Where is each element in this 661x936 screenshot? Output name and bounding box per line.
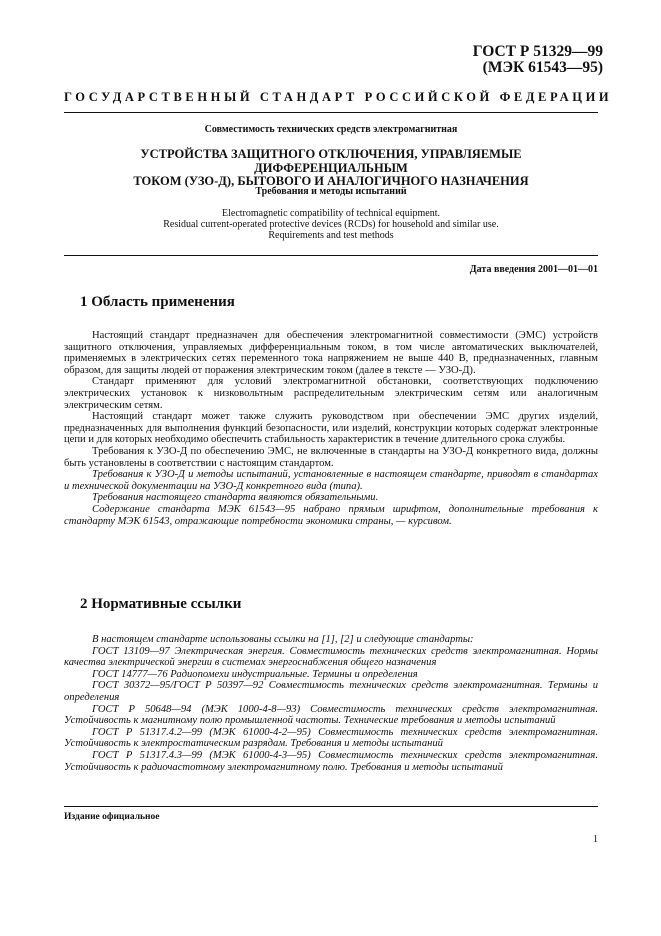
paragraph: Стандарт применяют для условий электромагнитной обстановки, соответствующих подключению электрических установок к низковольтным распределительным электрическим сетям или аналогичным электрическим сетям. bbox=[64, 376, 598, 411]
section-1-body bbox=[64, 330, 598, 527]
document-title bbox=[64, 148, 598, 189]
reference-item: ГОСТ 30372—95/ГОСТ Р 50397—92 Совместимость технических средств электромагнитная. Термины и определения bbox=[64, 680, 598, 703]
subject-line: Совместимость технических средств электромагнитная bbox=[204, 124, 458, 135]
title-divider bbox=[64, 255, 598, 256]
title-line-2: ТОКОМ (УЗО-Д), БЫТОВОГО И АНАЛОГИЧНОГО НАЗНАЧЕНИЯ bbox=[133, 174, 529, 188]
reference-item: ГОСТ 14777—76 Радиопомехи индустриальные. Термины и определения bbox=[92, 668, 418, 680]
italic-paragraph: Содержание стандарта МЭК 61543—95 набрано прямым шрифтом, дополнительные требования к стандарту МЭК 61543, отражающие потребности экономики страны, — курсивом. bbox=[64, 503, 598, 527]
english-title-line-2: Residual current-operated protective devices (RCDs) for household and similar use. bbox=[163, 219, 499, 231]
official-edition-label: Издание официальное bbox=[64, 812, 160, 822]
title-line-1: УСТРОЙСТВА ЗАЩИТНОГО ОТКЛЮЧЕНИЯ, УПРАВЛЯЕМЫЕ ДИФФЕРЕНЦИАЛЬНЫМ bbox=[140, 147, 522, 175]
english-title-line-3: Requirements and test methods bbox=[268, 230, 394, 242]
reference-intro: В настоящем стандарте использованы ссылки на [1], [2] и следующие стандарты: bbox=[92, 634, 474, 645]
footer-divider bbox=[64, 806, 598, 807]
reference-item: ГОСТ Р 51317.4.3—99 (МЭК 61000-4-3—95) Совместимость технических средств электромагнитная. Устойчивость к радиочастотному электромагнитному полю. Требования и методы испытаний bbox=[64, 749, 598, 773]
section-2-body bbox=[64, 634, 598, 773]
effective-date: Дата введения 2001—01—01 bbox=[469, 264, 598, 275]
italic-paragraph: Требования настоящего стандарта являются обязательными. bbox=[92, 492, 379, 504]
paragraph: Требования к УЗО-Д по обеспечению ЭМС, не включенные в стандарты на УЗО-Д конкретного вида, должны быть установлены в соответствии с настоящим стандартом. bbox=[64, 445, 598, 469]
header-divider bbox=[64, 112, 598, 113]
page-number: 1 bbox=[593, 834, 598, 845]
italic-paragraph: Требования к УЗО-Д и методы испытаний, установленные в настоящем стандарте, приводят в стандартах и технической документации на УЗО-Д конкретного вида (типа). bbox=[64, 469, 598, 492]
section-1-heading: 1 Область применения bbox=[80, 294, 235, 310]
reference-item: ГОСТ Р 50648—94 (МЭК 1000-4-8—93) Совместимость технических средств электромагнитная. Устойчивость к магнитному полю промышленной частоты. Технические требования и методы испытаний bbox=[64, 703, 598, 727]
reference-item: ГОСТ Р 51317.4.2—99 (МЭК 61000-4-2—95) Совместимость технических средств электромагнитная. Устойчивость к электростатическим разрядам. Требования и методы испытаний bbox=[64, 726, 598, 750]
standard-code-gost: ГОСТ Р 51329—99 bbox=[472, 43, 603, 60]
standard-code bbox=[473, 44, 603, 76]
requirements-subtitle: Требования и методы испытаний bbox=[255, 186, 407, 197]
section-2-heading: 2 Нормативные ссылки bbox=[80, 596, 242, 612]
english-title bbox=[64, 208, 598, 242]
paragraph: Настоящий стандарт может также служить руководством при обеспечении ЭМС других изделий, предназначенных для выполнения функций безопасности, или изделий, конструкции которых содержат электронные цепи и для которых необходимо обеспечить стабильность характеристик в течение длительного срока службы. bbox=[64, 411, 598, 446]
standard-code-iec: (МЭК 61543—95) bbox=[482, 59, 603, 76]
state-standard-banner: ГОСУДАРСТВЕННЫЙ СТАНДАРТ РОССИЙСКОЙ ФЕДЕРАЦИИ bbox=[64, 90, 613, 104]
english-title-line-1: Electromagnetic compatibility of technical equipment. bbox=[222, 208, 440, 219]
reference-item: ГОСТ 13109—97 Электрическая энергия. Совместимость технических средств электромагнитная. Нормы качества электрической энергии в системах энергоснабжения общего назначения bbox=[64, 645, 598, 669]
paragraph: Настоящий стандарт предназначен для обеспечения электромагнитной совместимости (ЭМС) устройств защитного отключения, управляемых дифференциальным током, в том числе автоматических выключателей, применяемых в электрических сетях переменного тока напряжением не выше 440 В, предназначенных, главным образом, для защиты людей от поражения электрическим током (далее в тексте — УЗО-Д). bbox=[64, 330, 598, 376]
